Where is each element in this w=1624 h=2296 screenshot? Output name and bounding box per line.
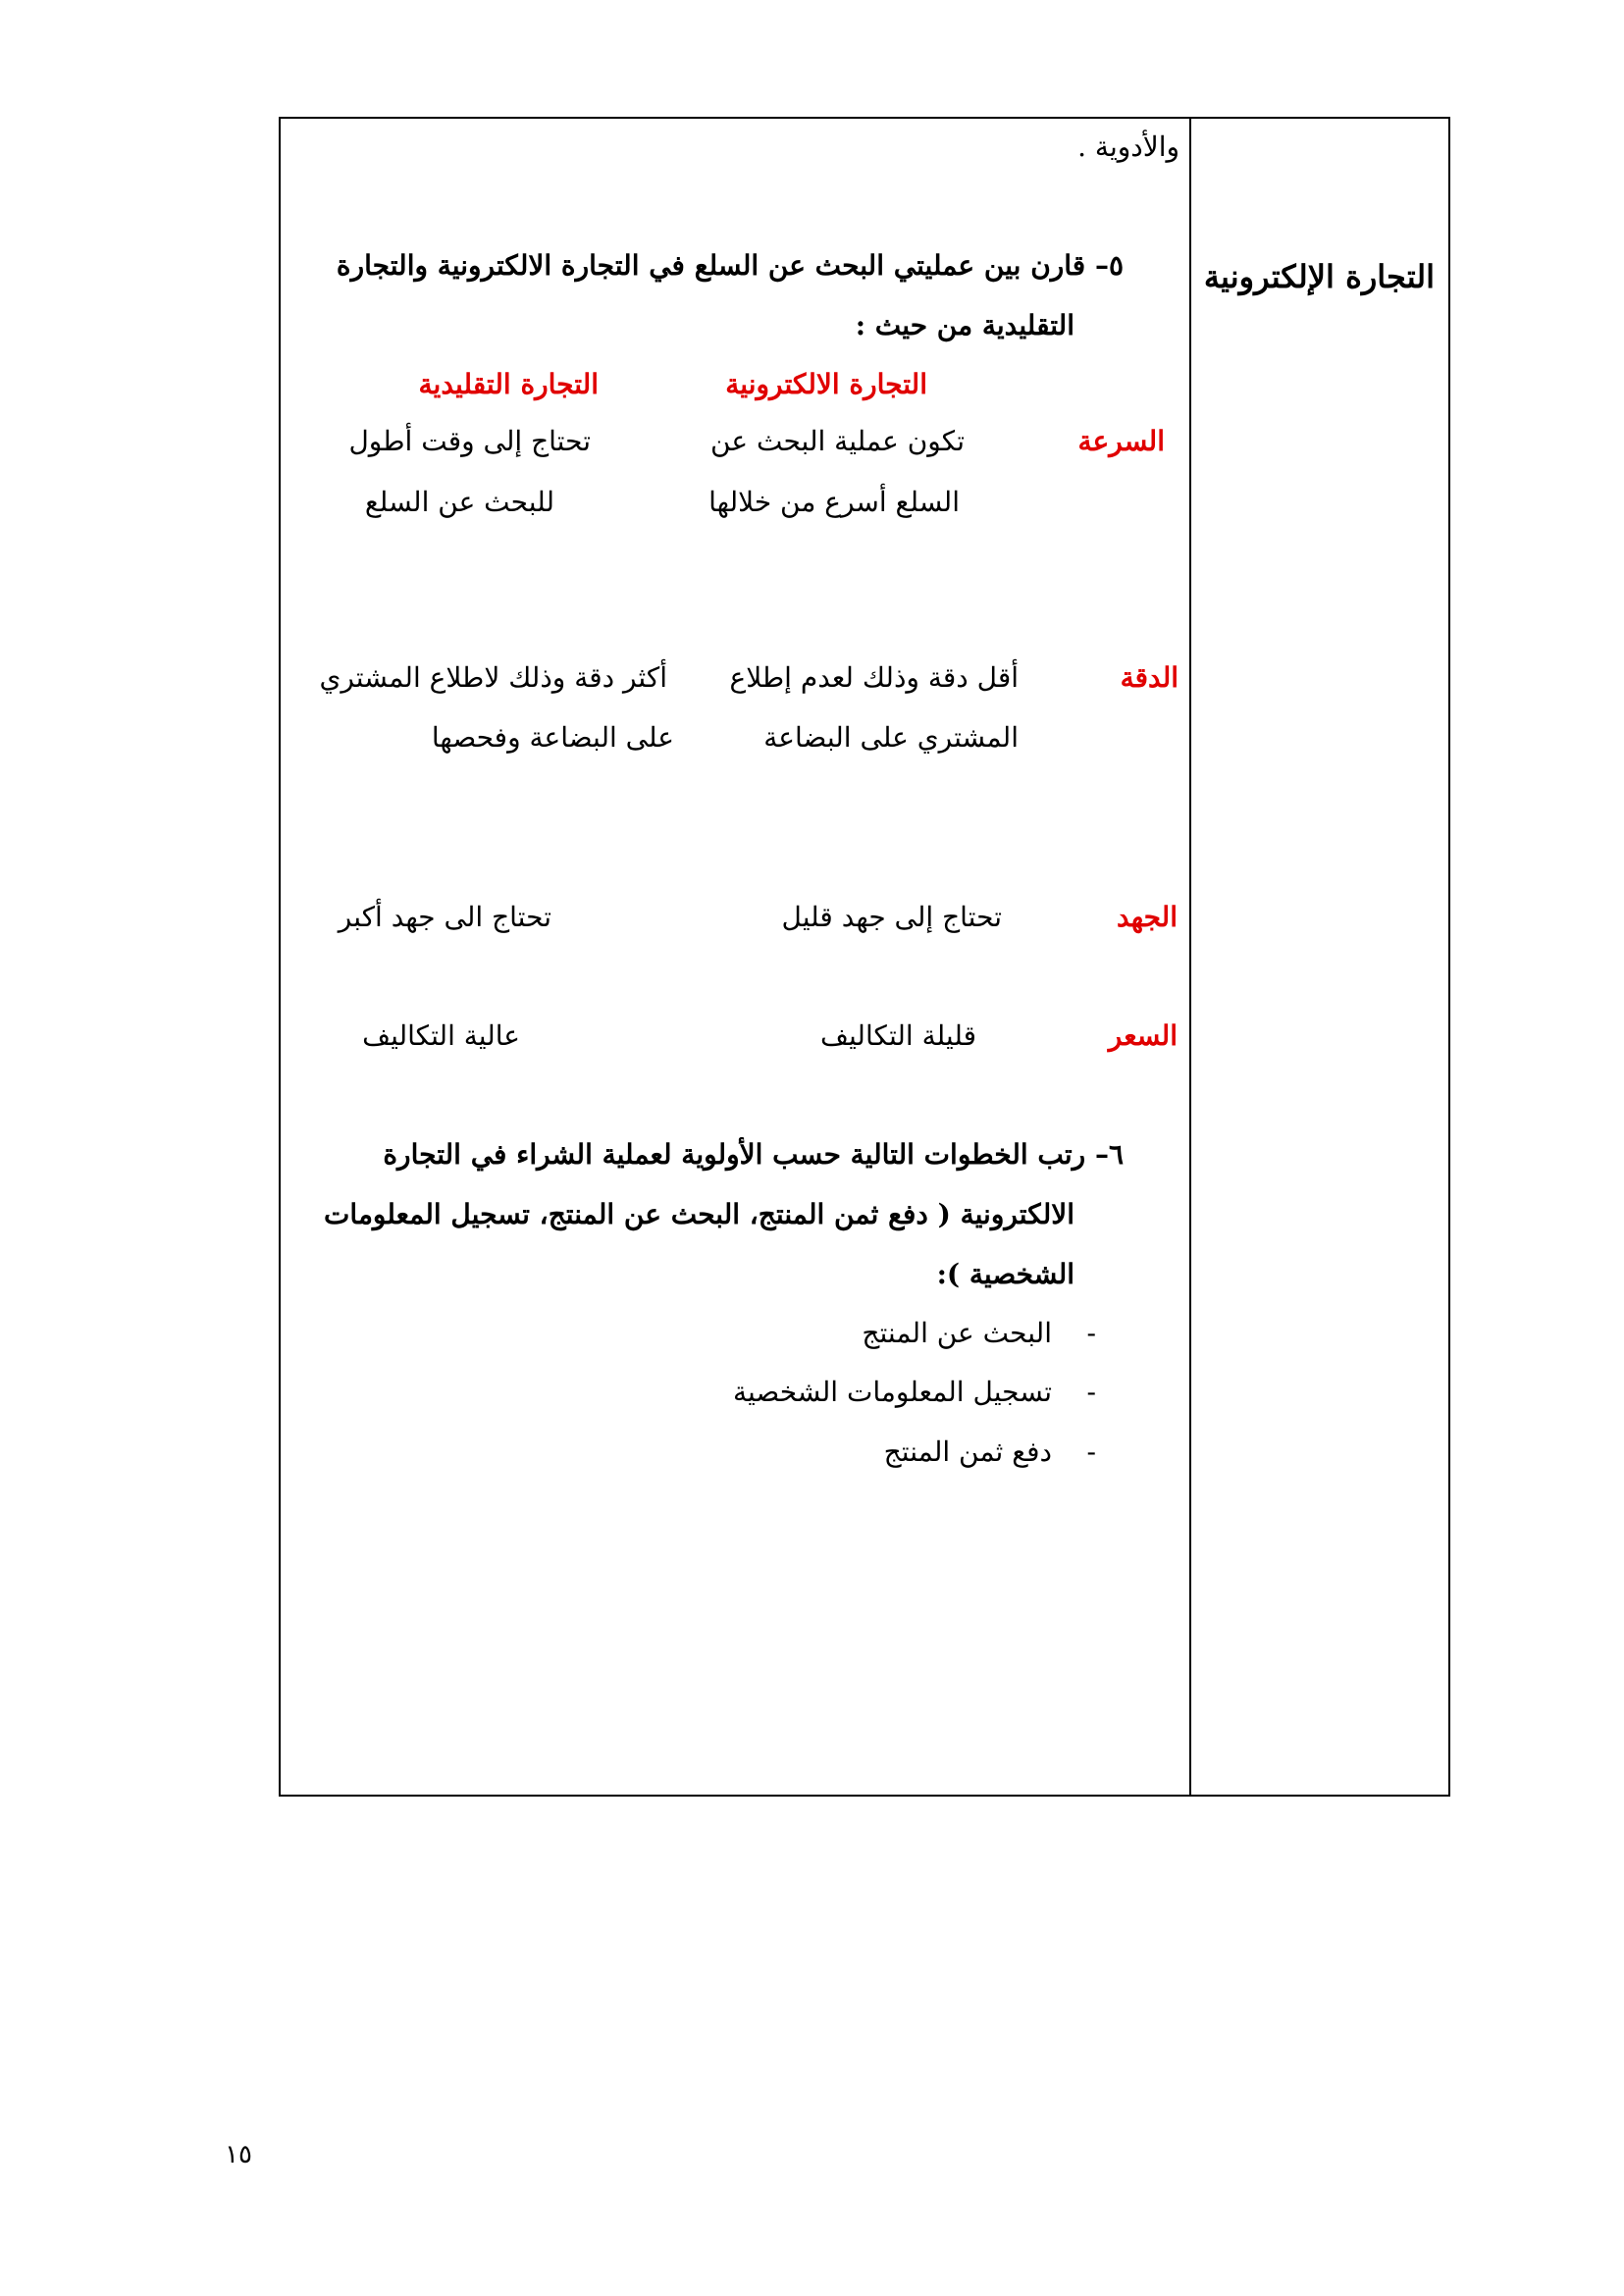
- continuation-text: والأدوية .: [1077, 130, 1179, 163]
- page-number: ١٥: [225, 2140, 252, 2169]
- speed-traditional-line2: للبحث عن السلع: [364, 486, 554, 518]
- criterion-effort: الجهد: [1117, 901, 1178, 933]
- step-item: البحث عن المنتج: [862, 1317, 1052, 1349]
- speed-electronic-line1: تكون عملية البحث عن: [710, 425, 965, 457]
- criterion-speed: السرعة: [1077, 425, 1165, 457]
- header-traditional: التجارة التقليدية: [418, 368, 599, 400]
- accuracy-electronic-line1: أقل دقة وذلك لعدم إطلاع: [729, 661, 1019, 694]
- price-traditional: عالية التكاليف: [362, 1019, 520, 1052]
- criterion-accuracy: الدقة: [1120, 661, 1179, 694]
- step-item: تسجيل المعلومات الشخصية: [732, 1376, 1052, 1408]
- criterion-price: السعر: [1108, 1019, 1178, 1052]
- effort-traditional: تحتاج الى جهد أكبر: [338, 901, 551, 933]
- price-electronic: قليلة التكاليف: [819, 1019, 976, 1052]
- accuracy-traditional-line2: على البضاعة وفحصها: [431, 721, 674, 754]
- step-bullet: -: [1086, 1376, 1096, 1408]
- step-bullet: -: [1086, 1435, 1096, 1468]
- question6-line3: الشخصية ):: [936, 1258, 1074, 1290]
- header-electronic: التجارة الالكترونية: [725, 368, 927, 400]
- speed-traditional-line1: تحتاج إلى وقت أطول: [348, 425, 591, 457]
- speed-electronic-line2: السلع أسرع من خلالها: [708, 486, 960, 518]
- column-divider: [1189, 117, 1191, 1797]
- step-item: دفع ثمن المنتج: [883, 1435, 1052, 1468]
- step-bullet: -: [1086, 1317, 1096, 1349]
- question6-line1: ٦– رتب الخطوات التالية حسب الأولوية لعملية الشراء في التجارة: [383, 1138, 1124, 1171]
- question5-line1: ٥– قارن بين عمليتي البحث عن السلع في التجارة الالكترونية والتجارة: [336, 249, 1124, 282]
- question6-line2: الالكترونية ( دفع ثمن المنتج، البحث عن المنتج، تسجيل المعلومات: [324, 1198, 1074, 1230]
- effort-electronic: تحتاج إلى جهد قليل: [781, 901, 1002, 933]
- side-column-title: التجارة الإلكترونية: [1203, 258, 1435, 295]
- question5-line2: التقليدية من حيث :: [855, 309, 1074, 341]
- accuracy-traditional-line1: أكثر دقة وذلك لاطلاع المشتري: [319, 661, 667, 694]
- accuracy-electronic-line2: المشتري على البضاعة: [763, 721, 1019, 754]
